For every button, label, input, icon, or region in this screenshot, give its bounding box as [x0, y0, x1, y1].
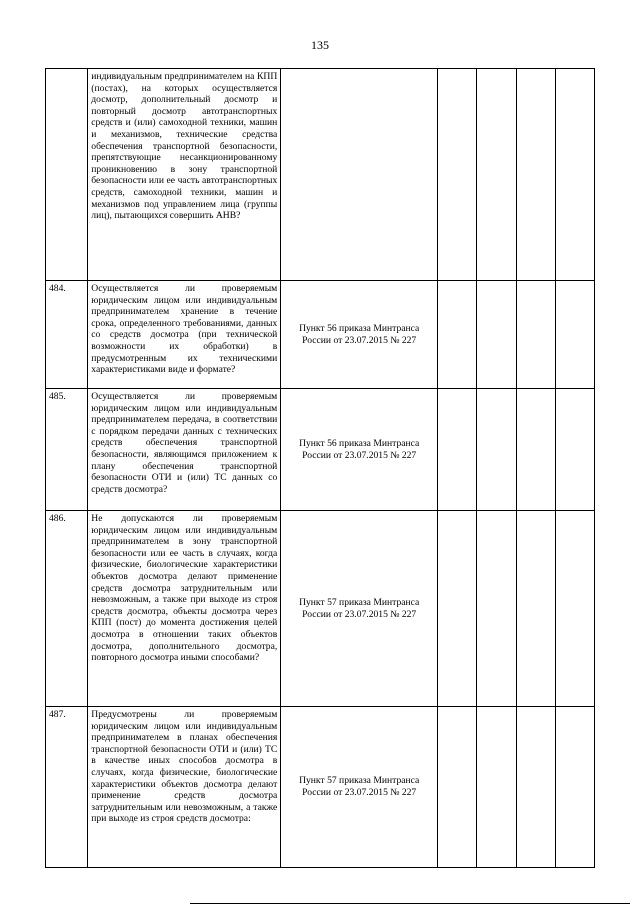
row-number: 484.	[46, 281, 88, 389]
legal-reference: Пункт 56 приказа Минтранса России от 23.07.2015 № 227	[281, 281, 438, 389]
answer-cell-note	[555, 389, 594, 511]
bottom-rule	[190, 903, 630, 904]
answer-cell-no	[477, 511, 516, 707]
row-number: 486.	[46, 511, 88, 707]
question-text: Не допускаются ли проверяемым юридическим лицом или индивидуальным предпринимателем в зону транспортной безопасности или ее часть в случаях, когда физические, биологические характеристики объектов досмотра делают применение средств досмотра затруднительным или невозможным, а также при выходе из строя средств досмотра, объекты досмотра через КПП (пост) до момента достижения целей досмотра в отношении таких объектов досмотра, дополнительного досмотра, повторного досмотра иными способами?	[88, 511, 281, 707]
answer-cell-note	[555, 511, 594, 707]
row-number: 485.	[46, 389, 88, 511]
checklist-table	[45, 68, 595, 868]
table-row	[46, 389, 595, 511]
row-number	[46, 69, 88, 281]
answer-cell-yes	[438, 389, 477, 511]
question-text: Предусмотрены ли проверяемым юридическим лицом или индивидуальным предпринимателем в планах обеспечения транспортной безопасности ОТИ и (или) ТС в качестве иных способов досмотра в случаях, когда физические, биологические характеристики объектов досмотра делают применение средств досмотра затруднительным или невозможным, а также при выходе из строя средств досмотра:	[88, 707, 281, 868]
table-row	[46, 69, 595, 281]
question-text: Осуществляется ли проверяемым юридическим лицом или индивидуальным предпринимателем хранение в течение срока, определенного требованиями, данных со средств досмотра (при технической возможности их обработки) в предусмотренным их техническими характеристиками виде и формате?	[88, 281, 281, 389]
answer-cell-yes	[438, 511, 477, 707]
answer-cell-yes	[438, 69, 477, 281]
answer-cell-no	[477, 281, 516, 389]
answer-cell-na	[516, 511, 555, 707]
answer-cell-na	[516, 707, 555, 868]
answer-cell-no	[477, 389, 516, 511]
table-row	[46, 281, 595, 389]
question-text: Осуществляется ли проверяемым юридическим лицом или индивидуальным предпринимателем передача, в соответствии с порядком передачи данных с технических средств обеспечения транспортной безопасности, являющимся приложением к плану обеспечения транспортной безопасности ОТИ и (или) ТС данных со средств досмотра?	[88, 389, 281, 511]
answer-cell-note	[555, 707, 594, 868]
table-row	[46, 707, 595, 868]
answer-cell-na	[516, 69, 555, 281]
answer-cell-yes	[438, 707, 477, 868]
legal-reference: Пункт 57 приказа Минтранса России от 23.07.2015 № 227	[281, 707, 438, 868]
legal-reference: Пункт 56 приказа Минтранса России от 23.07.2015 № 227	[281, 389, 438, 511]
legal-reference: Пункт 57 приказа Минтранса России от 23.07.2015 № 227	[281, 511, 438, 707]
answer-cell-yes	[438, 281, 477, 389]
table-row	[46, 511, 595, 707]
answer-cell-note	[555, 281, 594, 389]
page-number: 135	[311, 38, 329, 52]
row-number: 487.	[46, 707, 88, 868]
question-text: индивидуальным предпринимателем на КПП (постах), на которых осуществляется досмотр, дополнительный досмотр и повторный досмотр автотранспортных средств и (или) самоходной техники, машин и механизмов, технические средства обеспечения транспортной безопасности, препятствующие несанкционированному проникновению в зону транспортной безопасности или ее часть автотранспортных средств, самоходной техники, машин и механизмов под управлением лица (группы лиц), пытающихся совершить АНВ?	[88, 69, 281, 281]
answer-cell-note	[555, 69, 594, 281]
answer-cell-no	[477, 69, 516, 281]
answer-cell-na	[516, 389, 555, 511]
legal-reference	[281, 69, 438, 281]
answer-cell-na	[516, 281, 555, 389]
answer-cell-no	[477, 707, 516, 868]
